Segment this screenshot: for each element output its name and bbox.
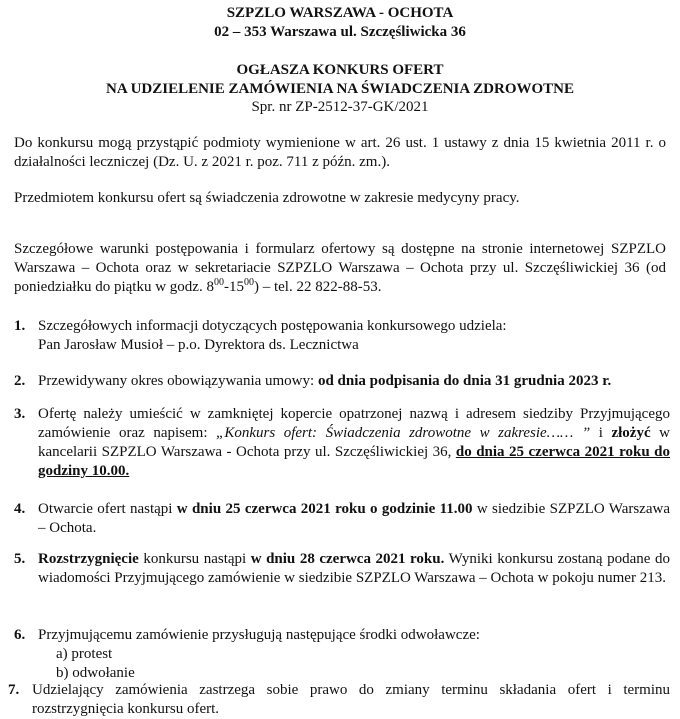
item-3-text-2: i [590,425,612,441]
item-2-period: od dnia podpisania do dnia 31 grudnia 2023 r. [317,373,612,389]
item-3-submit: złożyć [611,425,651,441]
item-2-text: Przewidywany okres obowiązywania umowy: [38,373,318,389]
title-line-2: NA UDZIELENIE ZAMÓWIENIA NA ŚWIADCZENIA ZDROWOTNE [105,81,574,97]
item-3-envelope-label: „Konkurs ofert: Świadczenia zdrowotne w zakresie…… ” [216,425,591,441]
list-item-3 [14,405,670,481]
item-4-opening-date: w dniu 25 czerwca 2021 roku o godzinie 11.00 [176,501,473,517]
item-number: 3. [14,406,26,422]
reference-number: Spr. nr ZP-2512-37-GK/2021 [251,99,429,115]
item-4-text-1: Otwarcie ofert nastąpi [38,501,177,517]
hours-to: -15 [223,279,244,295]
item-3-text-3: w kancelarii SZPZLO Warszawa - Ochota przy ul. Szczęśliwickiej 36, [38,425,670,460]
item-number: 1. [14,318,26,334]
item-5-resolution: Rozstrzygnięcie [38,551,139,567]
details-text-a: Szczegółowe warunki postępowania i formularz ofertowy są dostępne na stronie internetowej SZPZLO Warszawa – Ochota oraz w sekretariacie SZPZLO Warszawa – Ochota przy ul. Szczęśliwickiej 36 (od poniedziałku do piątku w godz. 8 [14,241,666,295]
list-item-7 [8,681,670,719]
item-6-subitem-a: a) protest [56,646,113,662]
intro-subject: Przedmiotem konkursu ofert są świadczenia zdrowotne w zakresie medycyny pracy. [14,190,520,206]
item-1-line-1: Szczegółowych informacji dotyczących postępowania konkursowego udziela: [38,318,507,334]
item-number: 5. [14,551,26,567]
list-item-2 [14,372,670,391]
hours-to-sup: 00 [243,277,254,288]
item-3-deadline: do dnia 25 czerwca 2021 roku do godziny 10.00. [38,444,670,479]
item-5-text-1: konkursu nastąpi [138,551,251,567]
list-item-4 [14,500,670,538]
item-5-text-2: Wyniki konkursu zostaną podane do wiadomości Przyjmującego zamówienie w siedzibie SZPZLO Warszawa – Ochota w pokoju numer 213. [38,551,670,586]
org-address: 02 – 353 Warszawa ul. Szczęśliwicka 36 [214,24,466,40]
item-number: 4. [14,501,26,517]
item-6-text: Przyjmującemu zamówienie przysługują następujące środki odwoławcze: [38,627,480,643]
hours-from-sup: 00 [213,277,224,288]
list-item-1 [14,317,670,355]
item-7-text: Udzielający zamówienia zastrzega sobie prawo do zmiany terminu składania ofert i terminu rozstrzygnięcia konkursu ofert. [32,682,670,717]
item-number: 7. [8,682,20,698]
item-3-text-1: Ofertę należy umieścić w zamkniętej kopercie opatrzonej nazwą i adresem siedziby Przyjmującego zamówienie oraz napisem: [38,406,670,441]
list-item-6 [14,626,670,683]
org-name: SZPZLO WARSZAWA - OCHOTA [226,5,454,21]
item-6-subitem-b: b) odwołanie [56,665,135,681]
intro-details [14,240,666,297]
item-4-text-2: w siedzibie SZPZLO Warszawa – Ochota. [38,501,670,536]
list-item-5 [14,550,670,588]
item-number: 6. [14,627,26,643]
details-text-b: ) – tel. 22 822-88-53. [253,279,382,295]
title-line-1: OGŁASZA KONKURS OFERT [236,62,444,78]
item-5-resolution-date: w dniu 28 czerwca 2021 roku. [250,551,445,567]
item-number: 2. [14,373,26,389]
item-1-line-2: Pan Jarosław Musioł – p.o. Dyrektora ds. Lecznictwa [38,337,359,353]
intro-participants: Do konkursu mogą przystąpić podmioty wymienione w art. 26 ust. 1 ustawy z dnia 15 kwietnia 2011 r. o działalności leczniczej (Dz. U. z 2021 r. poz. 711 z późn. zm.). [14,135,666,170]
